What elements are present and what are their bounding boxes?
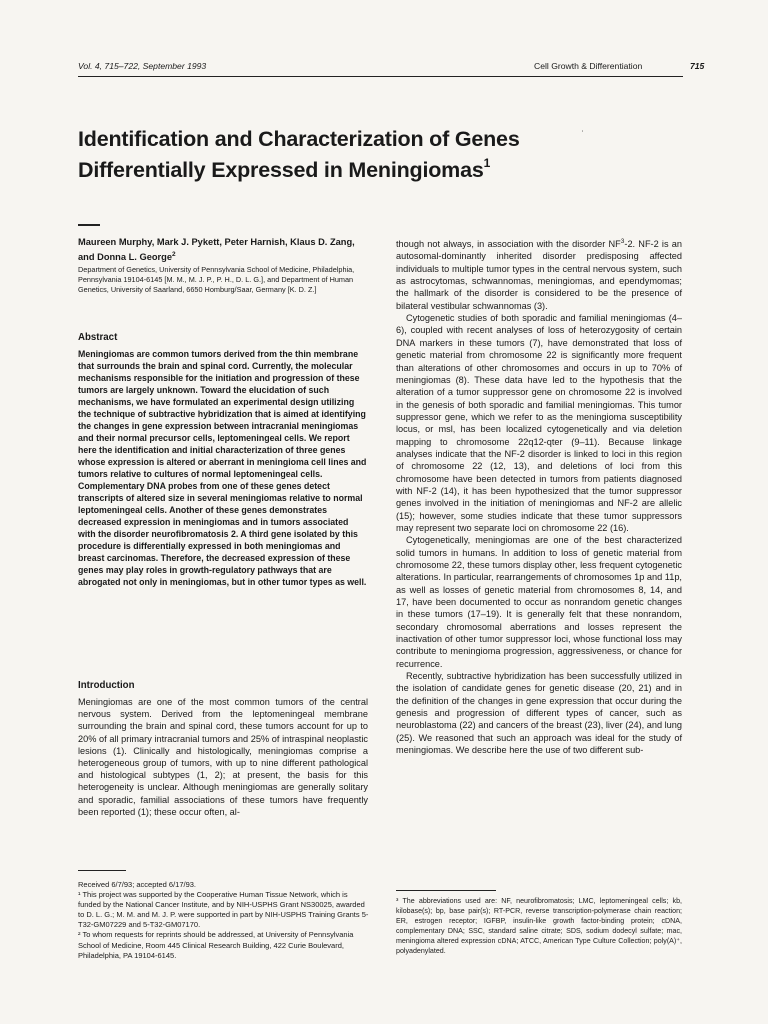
footnote-1: ¹ This project was supported by the Cooperative Human Tissue Network, which is funded by the National Cancer Institute, and by NIH-USPHS Grant NS30025, awarded to D. L. G.; M. M. and M. J. P. were supported in part by NIH-USPHS Training Grants 5-T32-GM07229 and 5-T32-GM07170. (78, 890, 369, 930)
paragraph-1-rest: -2. NF-2 is an autosomal-dominantly inherited disorder predisposing affected individuals to multiple tumor types in the central nervous system, such as astrocytomas, schwannomas, meningiomas, and ependymomas; the hallmark of the disorder is considered to be the presence of bilateral vestibular schwannomas (3). (396, 239, 682, 311)
abbrev-footnote-mark: 3 (620, 238, 625, 245)
footnote-3: ³ The abbreviations used are: NF, neurofibromatosis; LMC, leptomeningeal cells; kb, kilobase(s); bp, base pair(s); RT-PCR, reverse transcription-polymerase chain reaction; ER, estrogen receptor; IGFBP, insulin-like growth factor-binding protein; cDNA, complementary DNA; SSC, standard saline citrate; SDS, sodium dodecyl sulfate; mac, meningioma altered expression cDNA; ATCC, American Type Culture Collection; poly(A)⁺, polyadenylated. (396, 897, 682, 955)
footnote-rule-right (396, 890, 496, 891)
received-dates: Received 6/7/93; accepted 6/17/93. (78, 880, 197, 889)
stray-mark: ’ (582, 131, 584, 137)
right-column (396, 236, 682, 757)
introduction-heading: Introduction (78, 680, 135, 691)
footnote-rule-left (78, 870, 126, 871)
paragraph-2: Cytogenetic studies of both sporadic and familial meningiomas (4–6), coupled with recent analyses of loss of heterozygosity of certain DNA markers in these tumors (7), have demonstrated that loss of genetic material from chromosome 22 is significantly more frequent than alterations of other chromosomes and occurs in up to 70% of meningiomas (8). These data have led to the hypothesis that the alteration of a tumor suppressor gene on chromosome 22 is involved in the genesis of both sporadic and familial meningiomas. This tumor suppressor gene, which we refer to as the meningioma susceptibility locus, or msl, has been localized cytogenetically and via deletion mapping to chromosome 22q12-qter (9–11). Because linkage analyses indicate that the NF-2 disorder is linked to loci in this region of chromosome 22 (12, 13), and deletions of loci from this chromosome have been detected in tumors from patients diagnosed with NF-2 (14), it has been hypothesized that the tumor suppressor genes involved in the initiation of meningiomas and NF-2 are allelic (15); however, some studies indicate that these tumor suppressors may represent two separate loci on chromosome 22 (16). (396, 313, 682, 533)
introduction-text: Meningiomas are one of the most common tumors of the central nervous system. Derived from the leptomeningeal membrane surrounding the brain and spinal cord, these tumors account for up to 20% of all primary intracranial tumors and 25% of intraspinal neoplastic lesions (1). Clinically and histologically, meningiomas comprise a heterogeneous group of tumors, with up to nine different pathological and histological subtypes (1, 2); at present, the basis for this heterogeneity is unclear. Although meningiomas are generally solitary and sporadic, familial associations of these tumors have frequently been reported (1); these occur often, al- (78, 697, 368, 817)
journal-name: Cell Growth & Differentiation (534, 61, 643, 71)
author-footnote-mark: 2 (172, 250, 176, 258)
paragraph-1 (396, 236, 682, 312)
footnote-2: ² To whom requests for reprints should be addressed, at University of Pennsylvania School of Medicine, Room 445 Clinical Research Building, 422 Curie Boulevard, Philadelphia, PA 19104-6145. (78, 930, 354, 960)
paragraph-3: Cytogenetically, meningiomas are one of the best characterized solid tumors in humans. In addition to loss of genetic material from chromosome 22, these tumors display other, less frequent cytogenetic alterations. In particular, rearrangements of chromosomes 1p and 11p, as well as losses of genetic material from chromosomes 8, 14, and 17, have been documented to occur as nonrandom genetic changes in these tumors (17–19). It is generally felt that these nonrandom, secondary chromosomal aberrations and losses represent the inactivation of other tumor suppressor loci, whose functional loss may contribute to meningioma progression, aggressiveness, or chance for recurrence. (396, 535, 682, 669)
author-names: Maureen Murphy, Mark J. Pykett, Peter Harnish, Klaus D. Zang, and Donna L. George (78, 237, 355, 262)
abstract-text: Meningiomas are common tumors derived from the thin membrane that surrounds the brain and spinal cord. Currently, the molecular mechanisms responsible for the initiation and progression of these tumors are largely unknown. Toward the elucidation of such mechanisms, we have formulated an experimental design utilizing the technique of subtractive hybridization that is aimed at identifying the changes in gene expression between intracranial meningiomas and their normal precursor cells, leptomeningeal cells. We report here the identification and initial characterization of three genes whose expression is altered or aberrant in meningioma cell lines and tumors relative to cultures of normal leptomeningeal cells. Complementary DNA probes from one of these genes detect transcripts of altered size in several meningiomas relative to normal leptomeningeal cells. Another of these genes demonstrates decreased expression in meningiomas and in tumors associated with the disorder neurofibromatosis 2. A third gene isolated by this procedure is differentially expressed in both meningiomas and breast carcinomas. Therefore, the decreased expression of these genes may play roles in growth-regulatory pathways that are abrogated not only in meningiomas, but in other tumor types as well. (78, 349, 367, 587)
page-number: 715 (690, 61, 705, 71)
author-affiliation: Department of Genetics, University of Pennsylvania School of Medicine, Philadelphia, Pennsylvania 19104-6145 [M. M., M. J. P., P. H., D. L. G.], and Department of Human Genetics, University of Saarland, 6650 Homburg/Saar, Germany [K. D. Z.] (78, 265, 355, 294)
author-list (78, 236, 368, 263)
article-title (78, 126, 578, 183)
title-rule (78, 224, 100, 226)
footnotes-left (78, 880, 370, 961)
title-footnote-mark: 1 (483, 156, 491, 170)
abstract-heading: Abstract (78, 332, 118, 343)
paragraph-4: Recently, subtractive hybridization has been successfully utilized in the isolation of candidate genes for genetic disease (20, 21) and in the definition of the changes in gene expression that occur during the genesis and progression of different types of cancer, such as neuroblastoma (22) and cancers of the breast (23), liver (24), and lung (25). We reasoned that such an approach was ideal for the study of meningiomas. We describe here the use of two different sub- (396, 671, 682, 756)
header-rule (78, 76, 683, 77)
journal-volume: Vol. 4, 715–722, September 1993 (78, 61, 207, 71)
paragraph-1-start: though not always, in association with the disorder NF (396, 239, 621, 250)
title-text: Identification and Characterization of Genes Differentially Expressed in Meningiomas (78, 127, 520, 183)
